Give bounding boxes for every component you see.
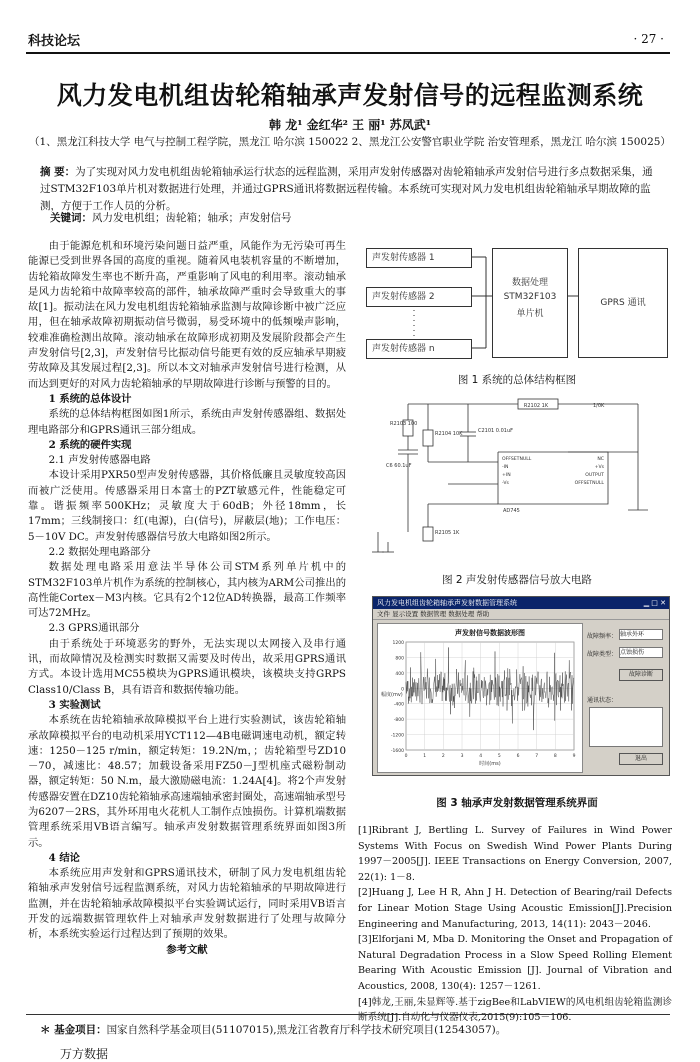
left-column xyxy=(28,239,346,958)
reference-item: [4]韩龙,王丽,朱显辉等.基于zigBee和LabVIEW的风电机组齿轮箱监测诊断系统[J].自动化与仪器仪表,2015(9):105－106. xyxy=(358,996,672,1024)
section-2-3-text: 由于系统处于环境恶劣的野外，无法实现以太网接入及串行通讯，而故障情况及检测实时数据又需要及时传出，故采用GPRS通讯方式。本设计选用MC55模块为GPRS通讯模块，该模块支持GRPS Class10/Class B，具有语音和数据传输功能。 xyxy=(28,637,346,696)
processing-box xyxy=(492,248,568,358)
diagnose-button[interactable]: 故障诊断 xyxy=(619,669,663,681)
fault-type-field[interactable]: 点蚀损伤 xyxy=(619,647,663,658)
window-title: 风力发电机组齿轮箱轴承声发射数据管理系统 xyxy=(377,599,517,607)
comm-status-label: 通讯状态： xyxy=(587,697,618,704)
abstract-label: 摘 要： xyxy=(40,166,76,178)
figure-2-caption: 图 2 声发射传感器信号放大电路 xyxy=(442,574,592,586)
y-tick-label: -400 xyxy=(393,702,404,708)
waveform-chart xyxy=(378,624,582,772)
pin-l-3: +IN xyxy=(502,473,511,478)
section-3-text: 本系统在齿轮箱轴承故障模拟平台上进行实验测试，该齿轮箱轴承故障模拟平台的电动机采用YCT112—4B电磁调速电动机，额定转速：1250－125 r/min，额定转矩：19.2N/m，；齿轮箱型号ZD10－70，减速比：48.57；加载设备采用FZ50－J型机座式磁粉制动器，额定转矩：50 N.m，最大激励磁电流：1.24A[4]。将2个声发射传感器安置在DZ10齿轮箱轴承高速端轴承密封圈处，高速端轴承型号为6207－2RS，其外环用电火花机人工制作点蚀损伤。计算机端数据管理系统采用VB语言编写。轴承声发射数据管理系统界面如图3所示。 xyxy=(28,714,346,849)
fault-type-label: 故障类型： xyxy=(587,651,618,658)
fault-freq-label: 故障频率： xyxy=(587,633,618,640)
y-tick-label: -1600 xyxy=(390,749,404,754)
pin-l-2: -IN xyxy=(502,465,509,470)
x-tick-label: 8 xyxy=(553,754,557,759)
section-2-2-title: 2.2 数据处理电路部分 xyxy=(48,545,151,558)
page-number: · 27 · xyxy=(633,32,664,46)
side-panel xyxy=(585,623,665,771)
abstract xyxy=(40,164,662,215)
figure-1-caption: 图 1 系统的总体结构框图 xyxy=(457,374,577,386)
software-window xyxy=(372,596,670,776)
r-top-right-label: 1/0K xyxy=(593,403,605,409)
exit-button[interactable]: 退出 xyxy=(619,753,663,765)
fund-text: 国家自然科学基金项目(51107015),黑龙江省教育厅科学技术研究项目(12543057)。 xyxy=(106,1024,507,1036)
reference-item: [3]Elforjani M, Mba D. Monitoring the Onset and Propagation of Natural Degradation Process in a Slow Speed Rolling Element Bearing With Acoustic Emission [J]. Journal of Vibration and Acoustics, 2008, 130(4): 1257－1261. xyxy=(358,934,672,992)
abstract-text: 为了实现对风力发电机组齿轮箱轴承运行状态的远程监测，采用声发射传感器对齿轮箱轴承声发射信号进行多点数据采集，通过STM32F103单片机对数据进行处理，并通过GPRS通讯将数据远程传输。本系统可实现对风力发电机组齿轮箱轴承早期故障的监测，方便于工作人员的分析。 xyxy=(40,166,653,212)
footer-watermark: 万方数据 xyxy=(60,1047,109,1061)
intro-paragraph: 由于能源危机和环境污染问题日益严重，风能作为无污染可再生能源已受到世界各国的高度的重视。随着风电装机容量的不断增加，齿轮箱故障发生率也不断升高，严重影响了风电的利用率。滚动轴承是风力齿轮箱中故障率较高的部件，轴承故障严重时会导致重大的事故[1]。振动法在风力发电机组齿轮箱轴承监测与故障诊断中被广泛应用，但在轴承故障初期振动信号微弱，易受环境中的低频噪声影响，较难准确检测出故障。滚动轴承在故障形成初期及发展阶段都会产生声发射信号[2,3]，声发射信号比振动信号能更有效的反应轴承早期疲劳故障及其发展过程[2,3]。所以本文对轴承声发射信号进行检测，从而达到更好的对风力齿轮箱轴承的早期故障进行诊断与预警的目的。 xyxy=(28,240,346,390)
pin-r-3: OUTPUT xyxy=(585,473,604,478)
y-tick-label: -1200 xyxy=(390,733,404,739)
amplifier-circuit xyxy=(368,392,672,562)
fund-label: ＊ 基金项目： xyxy=(40,1024,107,1036)
references xyxy=(358,823,672,1026)
menu-bar[interactable]: 文件 显示设置 数据管理 数据处理 帮助 xyxy=(373,609,669,620)
x-tick-label: 2 xyxy=(441,754,445,759)
section-1-title: 1 系统的总体设计 xyxy=(48,392,132,405)
plot-panel xyxy=(377,623,583,773)
reference-item: [1]Ribrant J, Bertling L. Survey of Failures in Wind Power Systems With Focus on Swedish Wind Power Plants During 1997－2005[J]. IEEE Transactions on Energy Conversion, 2007, 22(1): 1－8. xyxy=(358,825,672,883)
opamp-label: AD745 xyxy=(503,508,520,514)
x-tick-label: 7 xyxy=(535,754,539,759)
x-tick-label: 9 xyxy=(572,754,576,759)
x-tick-label: 0 xyxy=(404,754,408,759)
x-axis-label: 时间(ms) xyxy=(479,761,501,767)
pin-r-2: +Vs xyxy=(594,465,604,470)
x-tick-label: 6 xyxy=(516,754,520,759)
section-1-text: 系统的总体结构框图如图1所示，系统由声发射传感器组、数据处理电路部分和GPRS通讯三部分组成。 xyxy=(28,408,346,436)
keywords xyxy=(50,210,292,225)
fault-freq-field[interactable]: 轴承外环 xyxy=(619,629,663,640)
pin-r-1: NC xyxy=(597,457,604,462)
r-feedback-label: R2102 1K xyxy=(523,403,549,409)
y-tick-label: 800 xyxy=(395,656,404,662)
pin-l-1: OFFSETNULL xyxy=(502,457,532,462)
x-tick-label: 5 xyxy=(497,754,501,759)
c6-label: C6 60.1uF xyxy=(386,463,412,469)
y-tick-label: 0 xyxy=(401,687,404,693)
sensor-1-box: 声发射传感器 1 xyxy=(366,248,472,268)
processing-mcu-type: 单片机 xyxy=(516,309,544,319)
x-tick-label: 3 xyxy=(460,754,464,759)
figure-1 xyxy=(362,244,672,366)
affiliations: （1、黑龙江科技大学 电气与控制工程学院，黑龙江 哈尔滨 150022 2、黑龙江公安警官职业学院 治安管理系，黑龙江 哈尔滨 150025） xyxy=(29,136,671,148)
r2105-label: R2105 1K xyxy=(435,530,460,536)
c2101-label: C2101 0.01uF xyxy=(478,428,513,434)
reference-item: [2]Huang J, Lee H R, Ahn J H. Detection of Bearing/rail Defects for Linear Motion Stage Using Acoustic Emission[J].Precision Engineering and Manufacturing, 2013, 14(11): 2043－2046. xyxy=(358,887,672,930)
references-title: 参考文献 xyxy=(166,943,208,956)
keywords-text: 风力发电机组；齿轮箱；轴承；声发射信号 xyxy=(92,212,292,224)
x-tick-label: 4 xyxy=(479,754,483,759)
section-2-1-title: 2.1 声发射传感器电路 xyxy=(48,454,151,467)
sensor-2-box: 声发射传感器 2 xyxy=(366,287,472,307)
pin-l-4: -Vs xyxy=(502,481,509,486)
y-axis-label: 幅度(mv) xyxy=(381,692,403,698)
sensor-n-box: 声发射传感器 n xyxy=(366,339,472,359)
section-3-title: 3 实验测试 xyxy=(48,698,101,711)
section-2-title: 2 系统的硬件实现 xyxy=(48,438,132,451)
y-tick-label: 400 xyxy=(395,671,404,677)
window-titlebar xyxy=(373,597,669,609)
paper-title: 风力发电机组齿轮箱轴承声发射信号的远程监测系统 xyxy=(56,81,644,110)
footnote-rule xyxy=(26,1014,670,1015)
section-4-text: 本系统应用声发射和GPRS通讯技术，研制了风力发电机组齿轮箱轴承声发射信号远程监测系统，对风力齿轮箱轴承的早期故障进行监测，并在齿轮箱轴承故障模拟平台实验调试运行，同时采用VB语言开发的远端数据管理软件上对轴承声发射数据进行了处理与故障分析，本系统实验运行过程达到了预期的效果。 xyxy=(28,867,346,941)
figure-2 xyxy=(368,392,672,562)
x-tick-label: 1 xyxy=(423,754,427,759)
section-2-1-text: 本设计采用PXR50型声发射传感器，其价格低廉且灵敏度较高因而被广泛使用。传感器采用日本富士的PZT敏感元件，性能稳定可靠。谐振频率500KHz；灵敏度大于60dB；外径18mm，长17mm；三线制接口：红(电源)，白(信号)，屏蔽层(地)；工作电压：5－10V DC。声发射传感器信号放大电路如图2所示。 xyxy=(28,469,346,543)
y-tick-label: 1200 xyxy=(392,641,404,646)
processing-mcu: STM32F103 xyxy=(503,292,557,302)
authors: 韩 龙¹ 金红华² 王 丽¹ 苏凤武¹ xyxy=(269,118,431,132)
comm-status-box xyxy=(589,707,663,747)
fund-note xyxy=(40,1022,506,1037)
section-2-2-text: 数据处理电路采用意法半导体公司STM系列单片机中的STM32F103单片机作为系统的控制核心，其内核为ARM公司推出的高性能Cortex－M3内核。它具有2个12位AD转换器，最高工作频率可达72MHz。 xyxy=(28,561,346,620)
section-2-3-title: 2.3 GPRS通讯部分 xyxy=(48,622,140,635)
window-controls-icon[interactable]: ▁ □ ✕ xyxy=(643,599,666,607)
r2103-label: R2103 100 xyxy=(390,421,418,427)
journal-section: 科技论坛 xyxy=(28,34,81,49)
figure-3-caption: 图 3 轴承声发射数据管理系统界面 xyxy=(436,797,598,809)
y-tick-label: -800 xyxy=(393,718,404,724)
plot-title: 声发射信号数据波形图 xyxy=(455,629,525,637)
keywords-label: 关键词： xyxy=(50,212,92,224)
processing-label: 数据处理 xyxy=(511,278,548,288)
header-rule xyxy=(26,52,670,54)
gprs-box: GPRS 通讯 xyxy=(578,248,668,358)
section-4-title: 4 结论 xyxy=(48,851,80,864)
pin-r-4: OFFSETNULL xyxy=(574,481,604,486)
r2104-label: R2104 10K xyxy=(435,431,463,437)
